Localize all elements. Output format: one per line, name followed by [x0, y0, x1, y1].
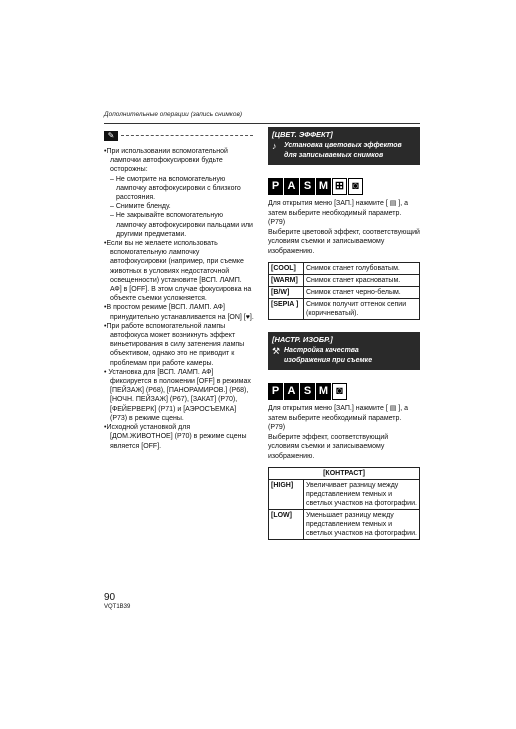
mode-icons — [268, 383, 420, 400]
right-column — [268, 127, 420, 540]
note-bullet: •В простом режиме [ВСП. ЛАМП. АФ] принудительно устанавливается на [ON] [♥]. — [104, 304, 254, 321]
left-column — [104, 127, 254, 451]
page-number: 90 — [104, 592, 116, 603]
table-header-row: [КОНТРАСТ] — [269, 468, 420, 480]
contrast-table — [268, 467, 420, 540]
section-subtitle: изображения при съемке — [284, 357, 373, 364]
section-header-picture-adjust — [268, 332, 420, 370]
mode-s-icon: S — [300, 178, 315, 195]
mode-movie-icon: ◙ — [348, 178, 363, 195]
document-code: VQT1B39 — [104, 604, 131, 610]
mode-icons — [268, 178, 420, 195]
note-subitem: – Снимите бленду. — [110, 203, 171, 211]
description-text: Выберите эффект, соответствующий условиям съемки и записываемому изображению. — [268, 433, 389, 460]
table-row: [B/W] Снимок станет черно-белым. — [269, 287, 420, 299]
instruction-text: Для открытия меню [ЗАП.] нажмите [ ▤ ], а затем выберите необходимый параметр. (P79) — [268, 200, 409, 226]
mode-s-icon: S — [300, 383, 315, 400]
page-header: Дополнительные операции (запись снимков) — [104, 111, 243, 118]
mode-scene-icon: ⊞ — [332, 178, 347, 195]
note-bullet: •При работе вспомогательной лампы автофокуса может возникнуть эффект виньетирования в силу затенения лампы объективом, однако это не приводит к проблемам при работе камеры. — [104, 322, 245, 367]
note-subitem: – Не закрывайте вспомогательную лампочку автофокусировки пальцами или другими предметами. — [110, 212, 253, 238]
section-subtitle: для записываемых снимков — [284, 152, 384, 159]
picture-adjust-icon: ⚒ — [272, 346, 281, 356]
table-row: [LOW] Уменьшает разницу между представлением темных и светлых участков на фотографии. — [269, 510, 420, 540]
mode-a-icon: A — [284, 178, 299, 195]
section-subtitle: Установка цветовых эффектов — [284, 142, 402, 149]
section-title: [НАСТР. ИЗОБР.] — [272, 335, 333, 344]
note-icon: ✎ — [104, 131, 118, 141]
instruction-text: Для открытия меню [ЗАП.] нажмите [ ▤ ], а затем выберите необходимый параметр. (P79) — [268, 405, 409, 431]
color-effect-table — [268, 262, 420, 320]
color-effect-icon: ♪ — [272, 141, 277, 151]
table-row: [COOL] Снимок станет голубоватым. — [269, 263, 420, 275]
section-title: [ЦВЕТ. ЭФФЕКТ] — [272, 130, 333, 139]
note-bullet: •Если вы не желаете использовать вспомогательную лампочку автофокусировки (например, при съемке животных в условиях недостаточной освещенности) установите [ВСП. ЛАМП. АФ] в [OFF]. В этом случае фокусировка на объекте съемки усложняется. — [104, 240, 252, 303]
section-header-color-effect — [268, 127, 420, 165]
mode-a-icon: A — [284, 383, 299, 400]
dashed-divider — [121, 135, 253, 136]
mode-p-icon: P — [268, 178, 283, 195]
mode-p-icon: P — [268, 383, 283, 400]
description-text: Выберите цветовой эффект, соответствующий условиям съемки и записываемому изображению. — [268, 228, 420, 255]
section-subtitle: Настройка качества — [284, 347, 359, 354]
table-row: [WARM] Снимок станет красноватым. — [269, 275, 420, 287]
note-bullet: •Исходной установкой для [ДОМ.ЖИВОТНОЕ] (P70) в режиме сцены является [OFF]. — [104, 424, 247, 450]
mode-m-icon: M — [316, 383, 331, 400]
mode-m-icon: M — [316, 178, 331, 195]
mode-movie-icon: ◙ — [332, 383, 347, 400]
note-subitem: – Не смотрите на вспомогательную лампочку автофокусировки с близкого расстояния. — [110, 175, 241, 202]
table-row: [HIGH] Увеличивает разницу между представлением темных и светлых участков на фотографии. — [269, 480, 420, 510]
note-bullet: • Установка для [ВСП. ЛАМП. АФ] фиксируется в положении [OFF] в режимах [ПЕЙЗАЖ] (P68), [ПАНОРАМИРОВ.] (P68), [НОЧН. ПЕЙЗАЖ] (P67), [ЗАКАТ] (P70), [ФЕЙЕРВЕРК] (P71) и [АЭРОСЪЕМКА] (P73) в режиме сцены. — [104, 368, 251, 422]
header-rule — [104, 123, 420, 124]
table-row: [SEPIA ] Снимок получит оттенок сепии (коричневатый). — [269, 299, 420, 320]
note-bullet: •При использовании вспомогательной лампочки автофокусировки будьте осторожны: — [104, 148, 228, 174]
